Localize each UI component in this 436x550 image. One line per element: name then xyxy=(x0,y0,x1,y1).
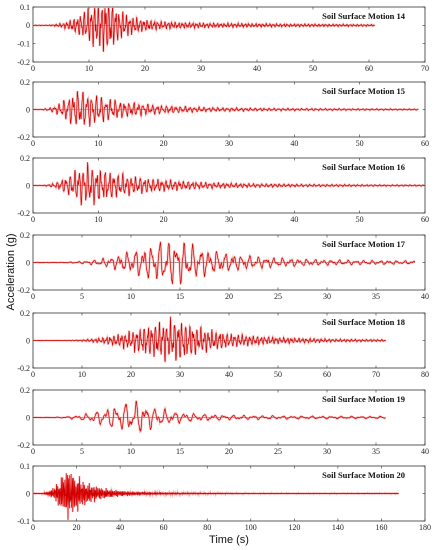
y-tick-label: 0.1 xyxy=(20,2,30,12)
y-tick-label: 0 xyxy=(26,489,30,499)
x-tick-label: 30 xyxy=(225,215,233,224)
y-tick-label: -0.2 xyxy=(17,208,30,218)
x-tick-label: 15 xyxy=(176,447,184,456)
x-tick-label: 40 xyxy=(421,447,429,456)
x-tick-label: 25 xyxy=(274,292,282,301)
y-tick-label: 0.2 xyxy=(20,153,30,163)
x-tick-label: 20 xyxy=(225,292,233,301)
y-axis-label: Acceleration (g) xyxy=(5,233,17,311)
x-tick-label: 10 xyxy=(94,139,103,148)
x-tick-label: 70 xyxy=(421,64,429,73)
x-tick-label: 140 xyxy=(331,523,344,532)
panel-3 xyxy=(17,154,429,224)
x-tick-label: 25 xyxy=(274,447,282,456)
x-tick-label: 160 xyxy=(375,523,388,532)
y-tick-label: -0.2 xyxy=(17,440,30,450)
x-tick-label: 60 xyxy=(365,64,373,73)
x-tick-label: 60 xyxy=(323,370,331,379)
y-tick-label: 0 xyxy=(26,258,30,268)
x-tick-label: 120 xyxy=(288,523,301,532)
x-tick-label: 0 xyxy=(31,292,35,301)
y-tick-label: -0.2 xyxy=(17,363,30,373)
x-tick-label: 5 xyxy=(80,292,84,301)
x-tick-label: 20 xyxy=(141,64,149,73)
y-tick-label: 0 xyxy=(26,181,30,191)
x-tick-label: 35 xyxy=(372,292,380,301)
panel-6 xyxy=(17,386,429,456)
x-tick-label: 60 xyxy=(421,215,429,224)
x-tick-label: 40 xyxy=(225,370,233,379)
y-tick-label: -0.2 xyxy=(17,57,30,67)
panel-title: Soil Surface Motion 14 xyxy=(322,11,405,21)
x-tick-label: 80 xyxy=(203,523,212,532)
y-tick-label: 0.1 xyxy=(20,461,30,471)
x-tick-label: 30 xyxy=(176,370,184,379)
x-axis-label: Time (s) xyxy=(209,534,249,546)
y-tick-label: 0.2 xyxy=(20,308,30,318)
panel-2 xyxy=(17,78,429,148)
x-tick-label: 70 xyxy=(372,370,380,379)
x-tick-label: 180 xyxy=(419,523,431,532)
panel-1 xyxy=(17,3,429,73)
x-tick-label: 80 xyxy=(421,370,429,379)
y-tick-label: 0 xyxy=(26,336,30,346)
x-tick-label: 40 xyxy=(116,523,125,532)
panel-title: Soil Surface Motion 20 xyxy=(322,470,405,480)
y-tick-label: -0.2 xyxy=(17,285,30,295)
y-tick-label: 0.2 xyxy=(20,77,30,87)
panel-title: Soil Surface Motion 18 xyxy=(322,317,405,327)
panel-title: Soil Surface Motion 16 xyxy=(322,162,405,172)
x-tick-label: 50 xyxy=(309,64,317,73)
panel-5 xyxy=(17,309,429,379)
x-tick-label: 20 xyxy=(225,447,233,456)
x-tick-label: 5 xyxy=(80,447,84,456)
y-tick-label: 0 xyxy=(26,413,30,423)
y-tick-label: 0 xyxy=(26,21,30,31)
panel-7 xyxy=(17,462,431,532)
x-tick-label: 15 xyxy=(176,292,184,301)
x-tick-label: 10 xyxy=(127,292,135,301)
x-tick-label: 20 xyxy=(159,139,168,148)
x-tick-label: 40 xyxy=(253,64,261,73)
x-tick-label: 10 xyxy=(127,447,135,456)
x-tick-label: 20 xyxy=(72,523,81,532)
x-tick-label: 0 xyxy=(31,447,35,456)
x-tick-label: 60 xyxy=(421,139,429,148)
x-tick-label: 0 xyxy=(31,370,35,379)
y-tick-label: 0 xyxy=(26,105,30,115)
x-tick-label: 0 xyxy=(31,215,35,224)
panel-title: Soil Surface Motion 15 xyxy=(322,86,405,96)
x-tick-label: 40 xyxy=(290,215,299,224)
y-tick-label: -0.1 xyxy=(17,516,30,526)
y-tick-label: 0.2 xyxy=(20,230,30,240)
panel-title: Soil Surface Motion 17 xyxy=(322,239,405,249)
x-tick-label: 50 xyxy=(274,370,282,379)
x-tick-label: 40 xyxy=(421,292,429,301)
x-tick-label: 10 xyxy=(85,64,93,73)
x-tick-label: 20 xyxy=(159,215,168,224)
y-tick-label: -0.1 xyxy=(17,39,30,49)
x-tick-label: 50 xyxy=(355,139,364,148)
x-tick-label: 30 xyxy=(323,447,331,456)
x-tick-label: 100 xyxy=(244,523,257,532)
x-tick-label: 30 xyxy=(225,139,233,148)
x-tick-label: 50 xyxy=(355,215,364,224)
panel-4 xyxy=(17,231,429,301)
panel-title: Soil Surface Motion 19 xyxy=(322,394,405,404)
x-tick-label: 10 xyxy=(94,215,103,224)
x-tick-label: 10 xyxy=(78,370,86,379)
x-tick-label: 30 xyxy=(197,64,205,73)
x-tick-label: 40 xyxy=(290,139,299,148)
x-tick-label: 0 xyxy=(31,139,35,148)
x-tick-label: 35 xyxy=(372,447,380,456)
y-tick-label: -0.2 xyxy=(17,132,30,142)
x-tick-label: 60 xyxy=(159,523,168,532)
signal-glow xyxy=(33,401,386,431)
x-tick-label: 20 xyxy=(127,370,135,379)
x-tick-label: 0 xyxy=(31,64,35,73)
y-tick-label: 0.2 xyxy=(20,385,30,395)
x-tick-label: 30 xyxy=(323,292,331,301)
x-tick-label: 0 xyxy=(31,523,35,532)
